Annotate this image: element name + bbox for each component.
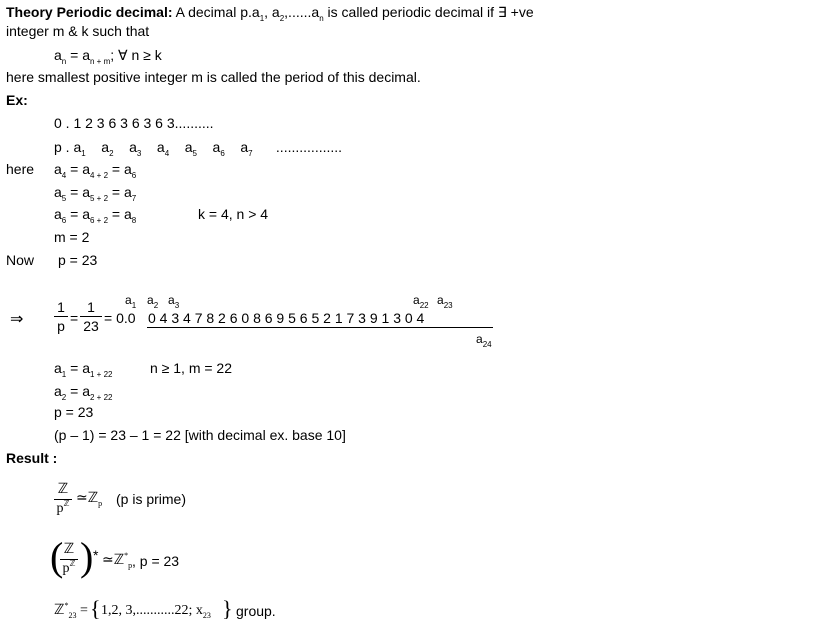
label-a22: $a_{22}$ [413, 293, 429, 310]
result-label: Result : [6, 450, 58, 466]
expansion-equals: = 0.0 [104, 310, 136, 326]
result-group-left-brace: { [90, 596, 101, 621]
example-p: p = 23 [58, 252, 98, 268]
theory-condition: $a_n = a_{n + m}$; ∀ n ≥ k [54, 47, 162, 66]
example-digits: 0 . 1 2 3 6 3 6 3 6 3.......... [54, 115, 214, 131]
result-iso-2: ≃ℤ*$_p$ [102, 551, 133, 570]
periodic-phi: (p – 1) = 23 – 1 = 22 [with decimal ex. base 10] [54, 427, 346, 443]
result-group-set: 1,2, 3,...........22; $x_{23}$ [101, 603, 211, 620]
label-a23: $a_{23}$ [437, 293, 453, 310]
result-group-lhs: ℤ*$_{23}$ = [54, 601, 88, 620]
example-m: m = 2 [54, 229, 90, 245]
result-star: * [93, 547, 99, 563]
example-eq-1: $a_4 = a_{4 + 2} = a_6$ [54, 161, 137, 180]
result-group-note: group. [236, 603, 276, 619]
label-a24: $a_{24}$ [476, 332, 492, 349]
example-label: Ex: [6, 92, 28, 108]
result-group-right-brace: } [222, 596, 233, 621]
now-label: Now [6, 252, 35, 268]
here-label: here [6, 161, 35, 177]
periodic-eq-1: $a_1 = a_{1 + 22}$ [54, 360, 113, 379]
example-positions: p . $a_1$ $a_2$ $a_3$ $a_4$ $a_5$ $a_6$ $a_7$ ................. [54, 139, 343, 158]
expansion-period-bar [147, 327, 493, 328]
example-eq-2: $a_5 = a_{5 + 2} = a_7$ [54, 184, 137, 203]
theory-line-2: integer m & k such that [6, 23, 150, 39]
theory-heading: Theory Periodic decimal: [6, 4, 173, 20]
implies-arrow: ⇒ [10, 311, 24, 328]
fraction-1-over-p: 1 p [54, 299, 68, 334]
result-note-1: (p is prime) [116, 491, 187, 507]
fraction-eq-sign: = [70, 310, 79, 326]
periodic-p: p = 23 [54, 404, 94, 420]
label-a3: $a_3$ [168, 293, 180, 310]
result-iso-1: ≃ℤ$_p$ [76, 491, 103, 508]
label-a1: $a_1$ [125, 293, 137, 310]
label-a2: $a_2$ [147, 293, 159, 310]
result-fraction-1: ℤ $p^ℤ$ [54, 482, 72, 517]
expansion-digits: 0 4 3 4 7 8 2 6 0 8 6 9 5 6 5 2 1 7 3 9 1 3 0 4 [148, 310, 425, 326]
example-eq-3: $a_6 = a_{6 + 2} = a_8$ [54, 206, 137, 225]
result-left-paren: ( [50, 534, 64, 579]
theory-line-1 [6, 3, 534, 21]
fraction-1-over-23: 1 23 [80, 299, 102, 334]
result-note-2: , p = 23 [132, 553, 180, 569]
example-eq-3-note: k = 4, n > 4 [198, 206, 269, 222]
theory-text: A decimal $p.a_1$, $a_2,......a_n$ is called periodic decimal if ∃ +ve [175, 4, 534, 23]
periodic-eq-1-note: n ≥ 1, m = 22 [150, 360, 233, 376]
result-right-paren: ) [80, 534, 94, 579]
theory-line-4: here smallest positive integer m is called the period of this decimal. [6, 69, 421, 85]
periodic-eq-2: $a_2 = a_{2 + 22}$ [54, 383, 113, 402]
result-fraction-2: ℤ $p^ℤ$ [60, 542, 78, 577]
